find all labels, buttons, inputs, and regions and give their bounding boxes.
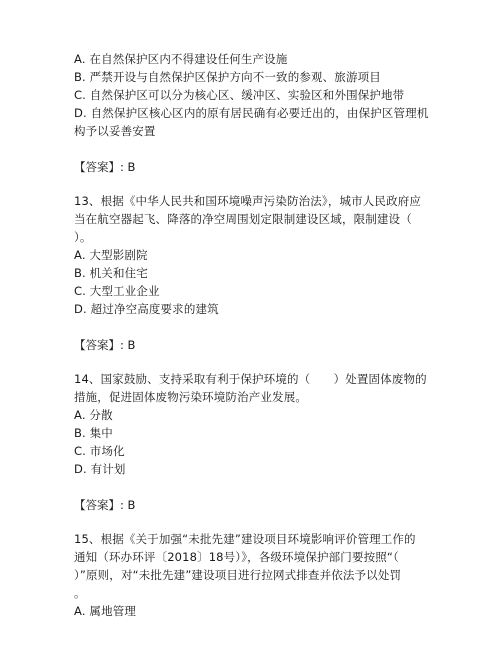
question-13: [74, 192, 434, 318]
question-stem-line: 。: [74, 586, 86, 600]
option-c: C. 大型工业企业: [74, 284, 160, 298]
option-c: C. 市场化: [74, 444, 125, 458]
option-b: B. 集中: [74, 426, 113, 440]
prev-question-options: [74, 50, 434, 140]
option-d-continued: 构予以妥善安置: [74, 124, 156, 138]
option-a: A. 大型影剧院: [74, 248, 148, 262]
question-stem-line: 通知（环办环评〔2018〕18号）》，各级环境保护部门要按照“（: [74, 550, 399, 564]
option-a: A. 属地管理: [74, 604, 137, 618]
question-stem-line: 15、根据《关于加强“未批先建”建设项目环境影响评价管理工作的: [74, 532, 416, 546]
question-stem-line: 措施，促进固体废物污染环境防治产业发展。: [74, 390, 307, 404]
question-15: [74, 530, 434, 620]
option-b: B. 严禁开设与自然保护区保护方向不一致的参观、旅游项目: [74, 70, 381, 84]
option-b: B. 机关和住宅: [74, 266, 148, 280]
document-page: [74, 50, 434, 620]
question-14: [74, 370, 434, 478]
answer-label: 【答案】: B: [74, 498, 136, 512]
question-stem-line: 13、根据《中华人民共和国环境噪声污染防治法》，城市人民政府应: [74, 194, 422, 208]
question-stem-line: ）”原则，对“未批先建”建设项目进行拉网式排查并依法予以处罚: [74, 568, 402, 582]
question-stem-line: 14、国家鼓励、支持采取有利于保护环境的（ ）处置固体废物的: [74, 372, 427, 386]
option-c: C. 自然保护区可以分为核心区、缓冲区、实验区和外围保护地带: [74, 88, 405, 102]
option-a: A. 在自然保护区内不得建设任何生产设施: [74, 52, 288, 66]
answer-label: 【答案】: B: [74, 160, 136, 174]
option-d: D. 有计划: [74, 462, 126, 476]
answer-label: 【答案】: B: [74, 338, 136, 352]
option-d: D. 自然保护区核心区内的原有居民确有必要迁出的，由保护区管理机: [74, 106, 429, 120]
option-d: D. 超过净空高度要求的建筑: [74, 302, 219, 316]
question-stem-line: 当在航空器起飞、降落的净空周围划定限制建设区域，限制建设（: [74, 212, 412, 226]
question-stem-line: ）。: [74, 230, 92, 244]
option-a: A. 分散: [74, 408, 113, 422]
